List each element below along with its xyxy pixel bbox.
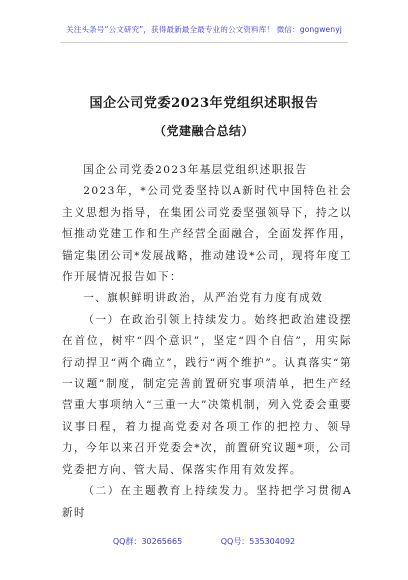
footer-qq-group: QQ群：30265665: [112, 537, 183, 546]
body-paragraph-intro: 2023年，*公司党委坚持以A新时代中国特色社会主义思想为指导，在集团公司党委坚强领导下，持之以恒推动党建工作和生产经营全面融合，全面发挥作用，锚定集团公司*发展战略，推动建设*公司，现将年度工作开展情况报告如下：: [62, 185, 352, 284]
header-divider: [60, 42, 348, 43]
body-paragraph-heading: 国企公司党委2023年基层党组织述职报告: [83, 164, 308, 176]
body-section-heading: 一、旗帜鲜明讲政治，从严治党有力度有成效: [83, 292, 324, 305]
body-paragraph-political: （一）在政治引领上持续发力。始终把政治建设摆在首位，树牢“四个意识”，坚定“四个自信”，用实际行动捍卫“两个确立”，践行“两个维护”。认真落实“第一议题”制度，制定完善前置研究事项清单，把生产经营重大事项纳入“三重一大”决策机制，列入党委会重要议事日程，着力提高党委对各项工作的把控力、领导力，今年以来召开党委会*次，前置研究议题*项，公司党委把方向、管大局、保落实作用有效发挥。: [62, 313, 352, 476]
document-title: 国企公司党委2023年党组织述职报告: [89, 96, 319, 111]
footer-qq-number: QQ号：535304092: [220, 537, 296, 546]
footer-contact: [0, 536, 408, 547]
document-subtitle: （党建融合总结）: [153, 124, 254, 138]
body-paragraph-education: （二）在主题教育上持续发力。坚持把学习贯彻A新时: [62, 485, 352, 519]
document-body: [62, 160, 352, 524]
header-promo-note: 关注头条号“公文研究”，获得最新最全最专业的公文资料库！ 微信：gongwenyj: [66, 25, 342, 34]
